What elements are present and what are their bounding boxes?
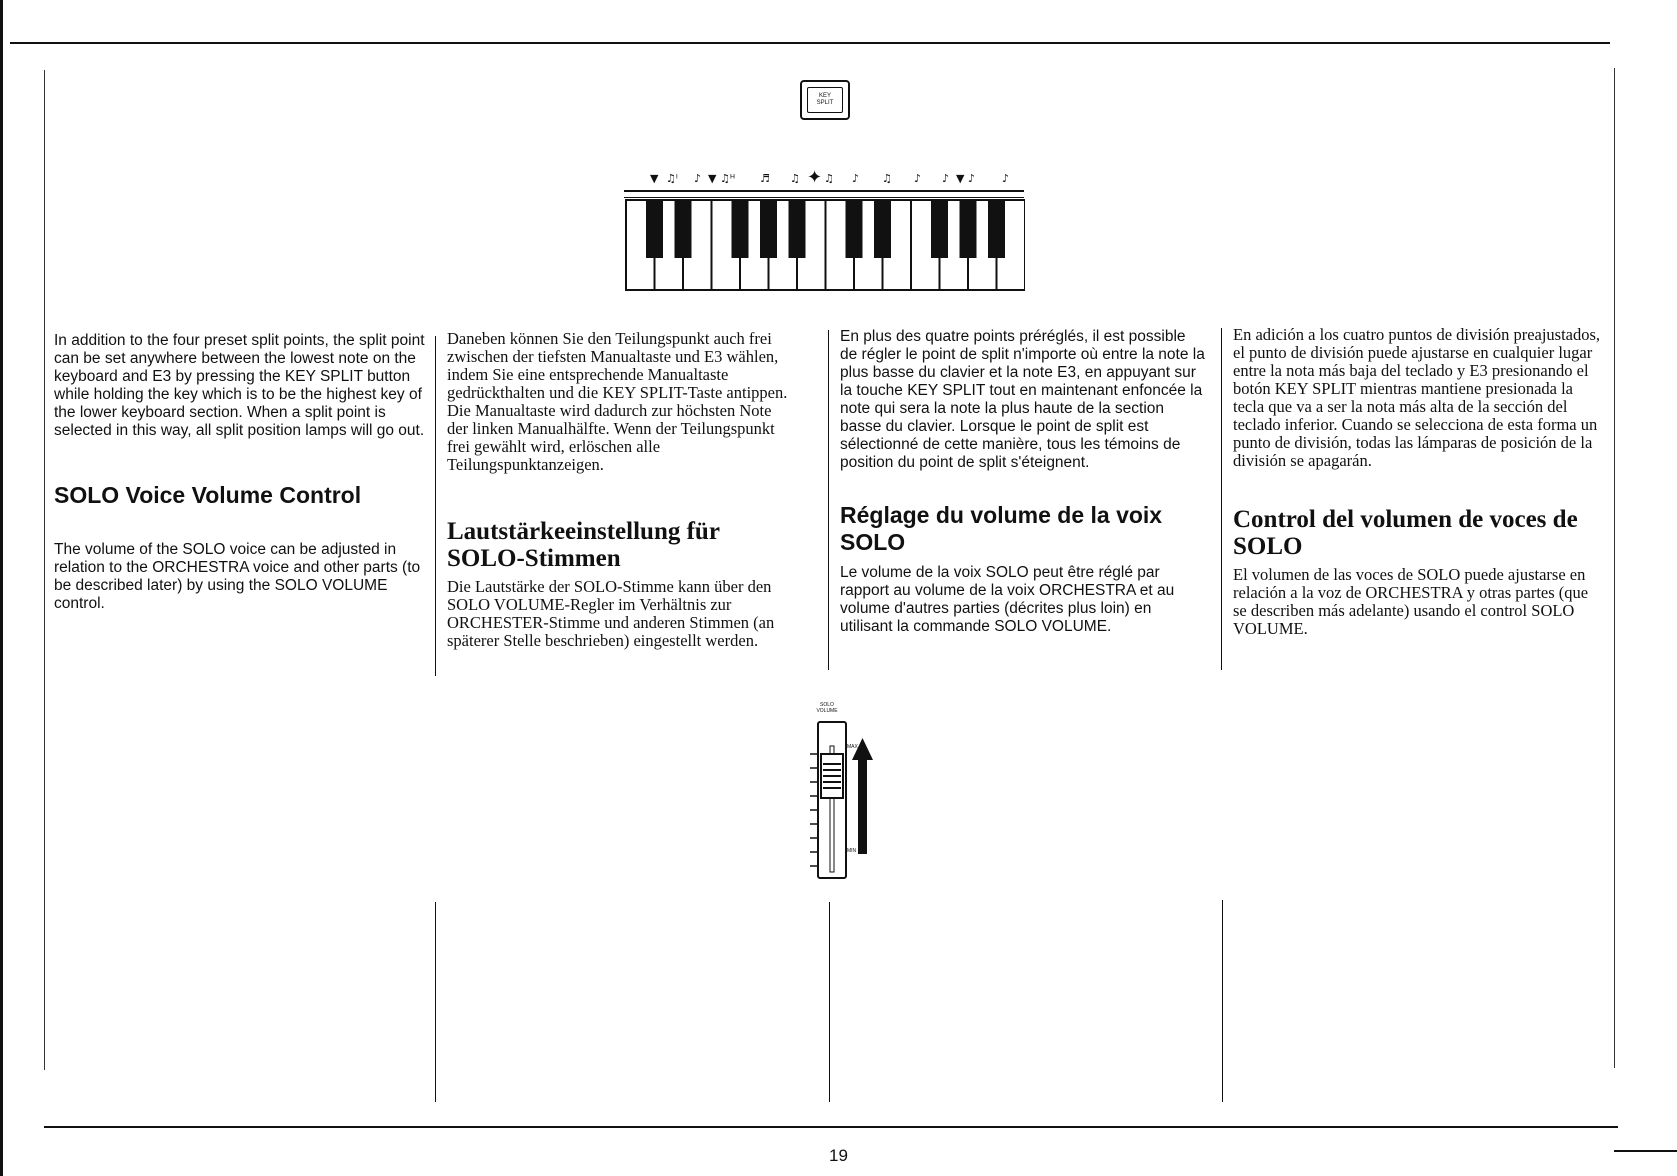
page-number: 19: [829, 1146, 848, 1165]
black-key: [846, 200, 863, 258]
column-spanish: [1233, 326, 1603, 638]
german-section-heading: Lautstärkeeinstellung für SOLO-Stimmen: [447, 518, 720, 572]
keyboard-top-bar: [624, 190, 1024, 192]
voice-icon: ♪: [1002, 172, 1010, 185]
key-split-label-line1: KEY: [818, 93, 831, 99]
column-divider-3: [1221, 328, 1222, 670]
spanish-section-heading: Control del volumen de voces de SOLO: [1233, 506, 1578, 560]
solo-volume-fader: [808, 718, 878, 884]
black-key: [988, 200, 1005, 258]
black-key: [675, 200, 692, 258]
german-body-paragraph: Die Lautstärke der SOLO-Stimme kann über den SOLO VOLUME-Regler im Verhältnis zur ORCHESTER-Stimme und anderen Stimmen (an späterer Stelle beschrieben) eingestellt werden.: [447, 577, 775, 650]
voice-icon: ♫ˡ: [666, 172, 678, 185]
key-split-label-line2: SPLIT: [816, 100, 834, 106]
column-english: [54, 332, 426, 613]
key-split-button-face: [807, 87, 843, 113]
spanish-intro-paragraph: En adición a los cuatro puntos de división preajustados, el punto de división puede ajustarse en cualquier lugar entre la nota más baja del teclado y E3 presionando el botón KEY SPLIT mientras mantiene presionada la tecla que va a ser la nota más alta de la sección del teclado inferior. Cuando se selecciona de esta forma un punto de división, todas las lámparas de posición de la división se apagarán.: [1233, 325, 1601, 470]
voice-icon: ♫: [882, 172, 892, 185]
solo-volume-label: [812, 702, 842, 714]
voice-icon: ♪: [914, 172, 922, 185]
column-divider-2: [828, 330, 829, 670]
black-key: [760, 200, 777, 258]
voice-icon: ▼: [650, 172, 659, 185]
fader-knob: [821, 754, 843, 798]
up-arrow-icon: [852, 738, 873, 854]
voice-icon: ▼: [956, 172, 965, 185]
french-section-heading: Réglage du volume de la voix SOLO: [840, 502, 1163, 555]
english-intro-paragraph: In addition to the four preset split points, the split point can be set anywhere between the lowest note on the keyboard and E3 by pressing the KEY SPLIT button while holding the key which is to be the highest key of the lower keyboard section. When a split point is selected in this way, all split position lamps will go out.: [54, 332, 425, 439]
black-key: [646, 200, 663, 258]
english-section-heading: SOLO Voice Volume Control: [54, 482, 362, 508]
column-divider-1: [435, 336, 436, 676]
black-key: [732, 200, 749, 258]
solo-volume-label-line2: VOLUME: [816, 708, 838, 714]
black-key: [931, 200, 948, 258]
bottom-rule: [44, 1126, 1618, 1128]
column-german: [447, 330, 795, 650]
fader-ticks: [810, 754, 817, 866]
voice-icon: ▼: [708, 172, 717, 185]
right-inner-line: [1614, 68, 1615, 1068]
black-key: [789, 200, 806, 258]
spanish-body-paragraph: El volumen de las voces de SOLO puede ajustarse en relación a la voz de ORCHESTRA y otras partes (que se describen más adelante) usando el control SOLO VOLUME.: [1233, 565, 1589, 638]
voice-icon: ♪: [968, 172, 976, 185]
fader-max-label: MAX: [847, 744, 858, 750]
split-lamp-icons: [650, 167, 1009, 188]
keyboard-top-line: [624, 197, 1024, 198]
keyboard-illustration: [620, 160, 1025, 295]
left-margin-line: [0, 0, 3, 1176]
german-intro-paragraph: Daneben können Sie den Teilungspunkt auch frei zwischen der tiefsten Manualtaste und E3 wählen, indem Sie eine entsprechende Manualtaste gedrückthalten und die KEY SPLIT-Taste antippen. Die Manualtaste wird dadurch zur höchsten Note der linken Manualhälfte. Wenn der Teilungspunkt frei gewählt wird, erlöschen alle Teilungspunktanzeigen.: [447, 329, 788, 474]
voice-icon: ♫: [824, 172, 834, 185]
left-inner-line: [44, 70, 45, 1070]
column-divider-2-lower: [829, 902, 830, 1102]
fader-min-label: MIN: [847, 848, 857, 854]
top-rule: [10, 42, 1610, 44]
voice-icon: ♬: [760, 172, 770, 185]
voice-icon: ♪: [694, 172, 702, 185]
column-divider-3-lower: [1222, 900, 1223, 1102]
voice-icon: ♫: [790, 172, 800, 185]
key-split-button: [800, 80, 850, 120]
black-key: [874, 200, 891, 258]
voice-icon: ♪: [852, 172, 860, 185]
voice-icon: ♪: [942, 172, 950, 185]
voice-icon: ♫ᴴ: [720, 172, 736, 185]
french-intro-paragraph: En plus des quatre points préréglés, il est possible de régler le point de split n'importe où entre la note la plus basse du clavier et la note E3, en appuyant sur la touche KEY SPLIT tout en maintenant enfoncée la note qui sera la note la plus haute de la section basse du clavier. Lorsque le point de split est sélectionné de cette manière, tous les témoins de position du point de split s'éteignent.: [840, 328, 1205, 471]
column-french: [840, 328, 1206, 636]
solo-volume-label-line1: SOLO: [820, 702, 834, 708]
split-lamp-lit-icon: ✦: [807, 167, 823, 188]
english-body-paragraph: The volume of the SOLO voice can be adjusted in relation to the ORCHESTRA voice and other parts (to be described later) by using the SOLO VOLUME control.: [54, 541, 421, 612]
french-body-paragraph: Le volume de la voix SOLO peut être réglé par rapport au volume de la voix ORCHESTRA et au volume d'autres parties (décrites plus loin) en utilisant la commande SOLO VOLUME.: [840, 564, 1175, 635]
black-key: [960, 200, 977, 258]
column-divider-1-lower: [435, 902, 436, 1102]
